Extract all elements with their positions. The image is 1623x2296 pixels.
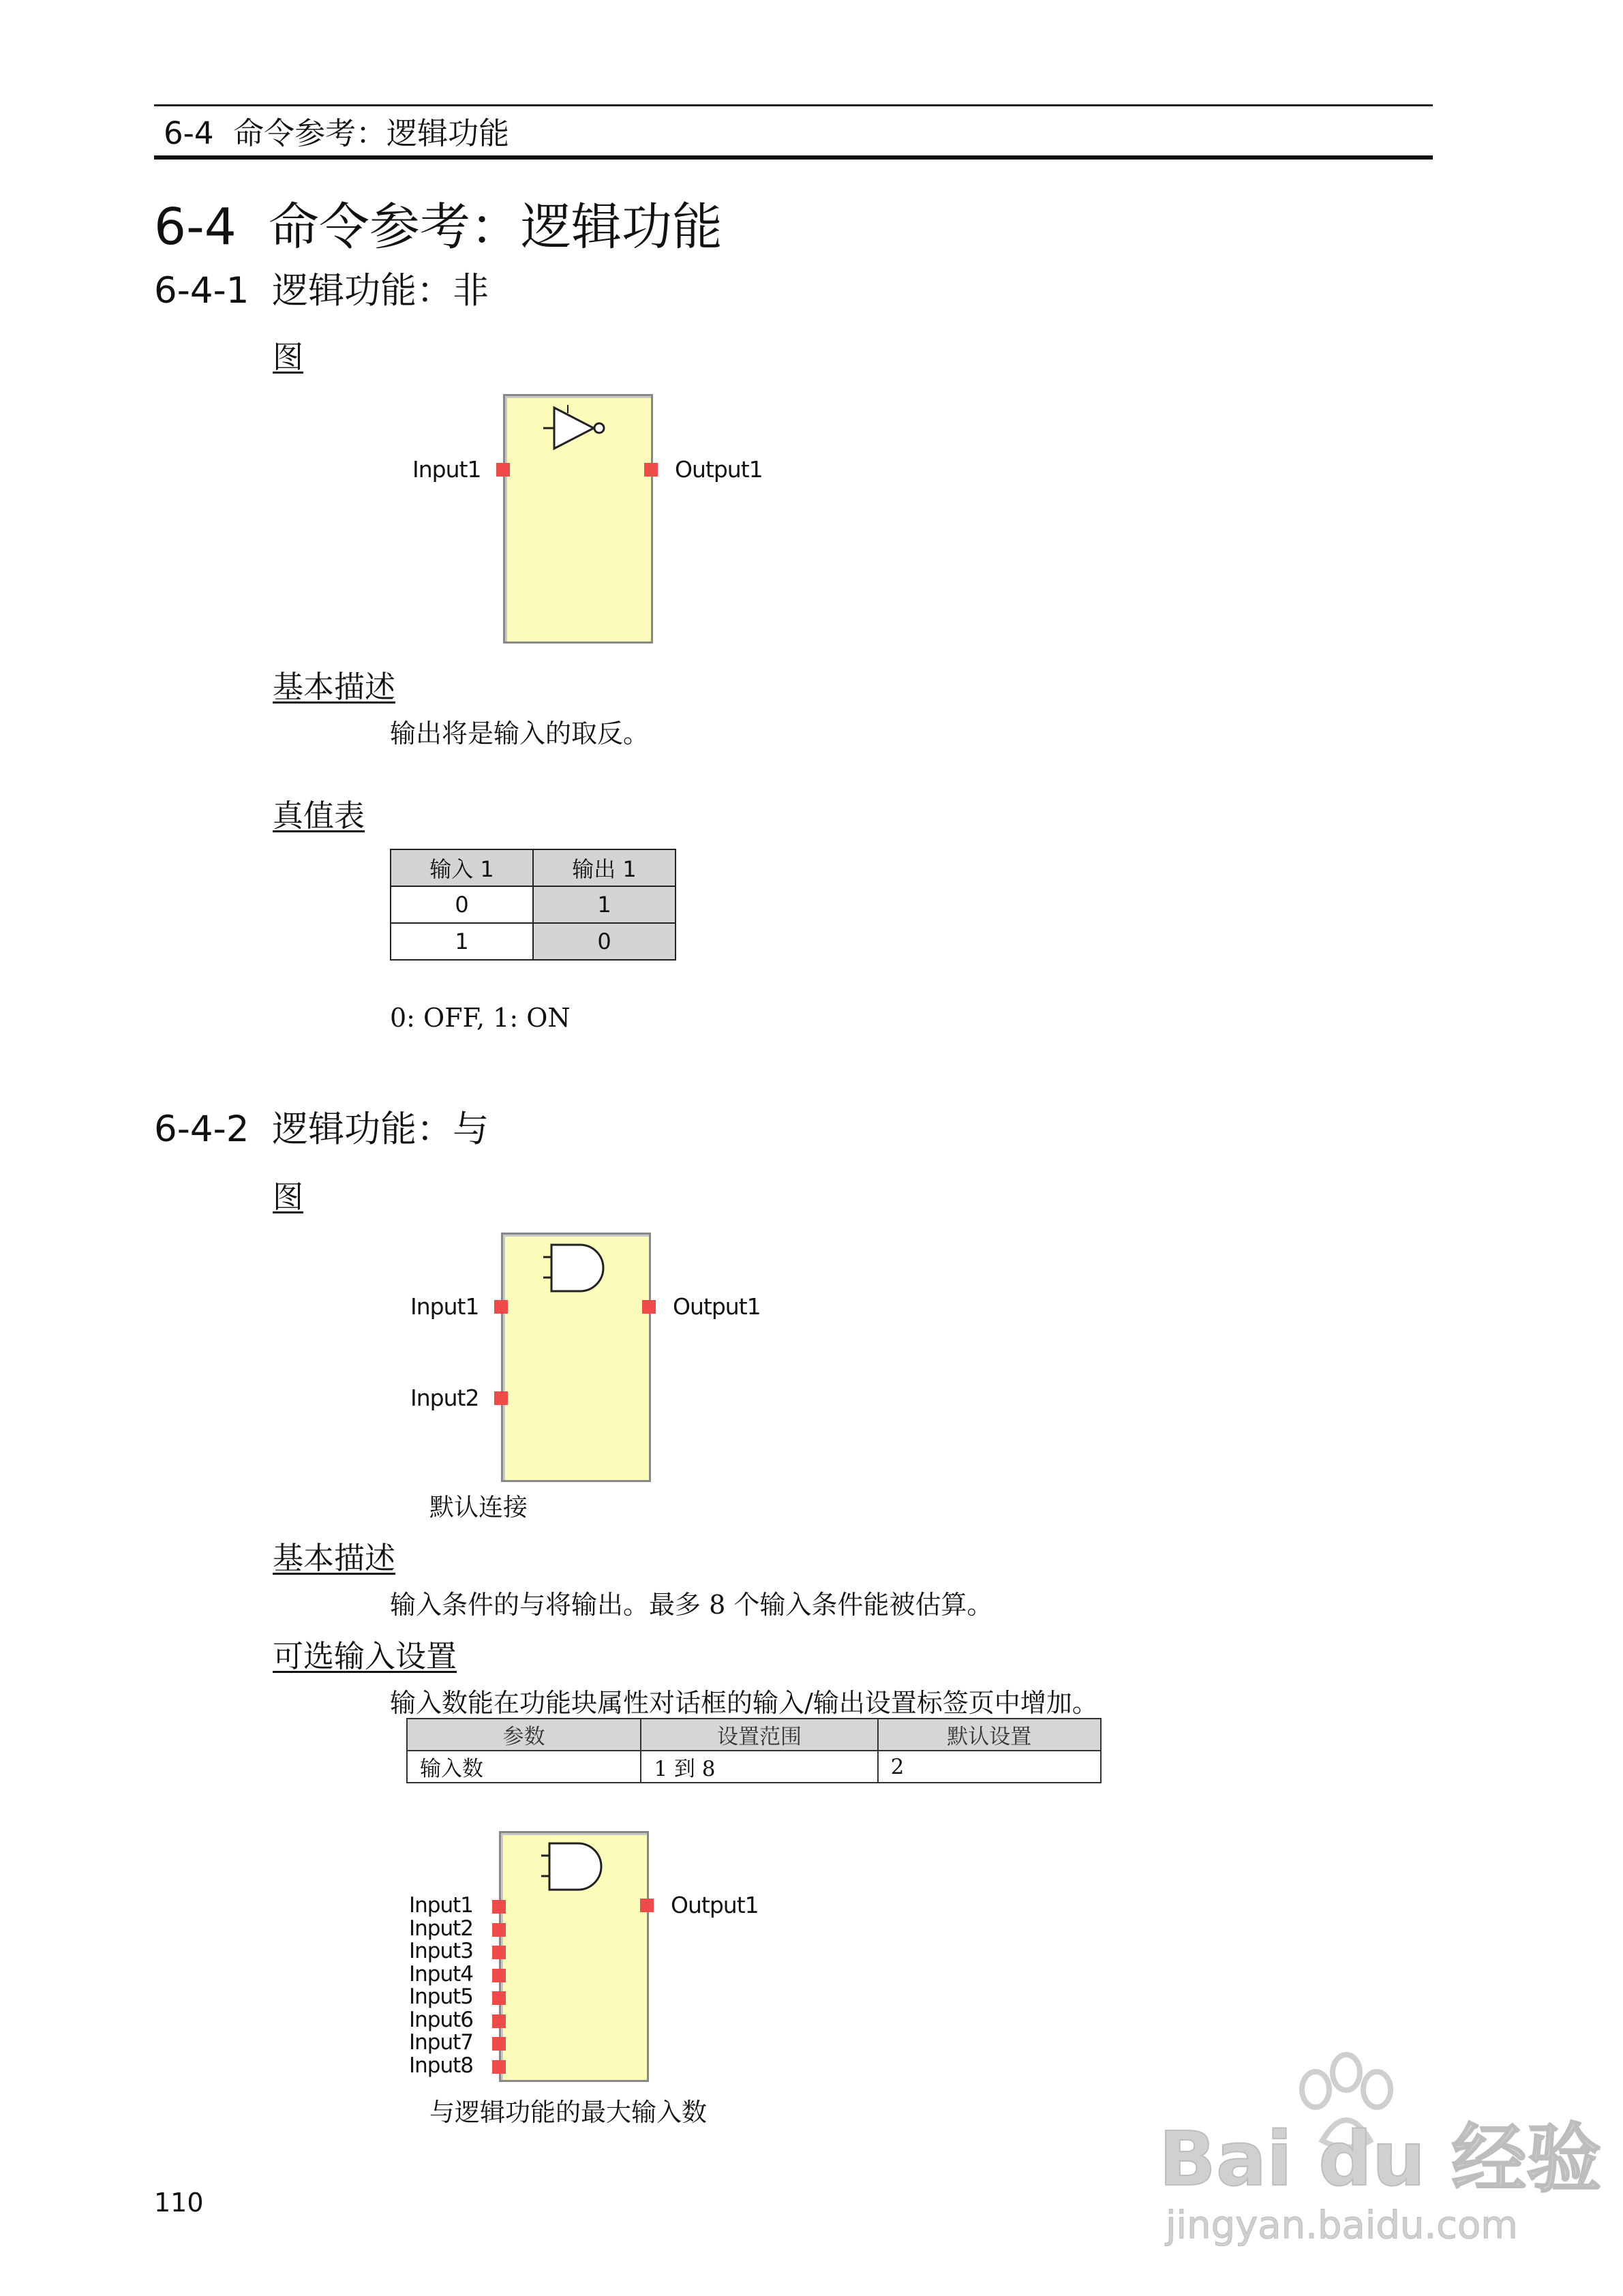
section-title-text: 逻辑功能：与 — [272, 1108, 489, 1150]
input8-label: Input8 — [409, 2053, 473, 2078]
optional-input-text: 输入数能在功能块属性对话框的输入/输出设置标签页中增加。 — [390, 1688, 1098, 1718]
description-text: 输入条件的与将输出。最多 8 个输入条件能被估算。 — [390, 1590, 993, 1620]
input7-pin[interactable] — [492, 2037, 506, 2051]
truth-table — [390, 849, 676, 961]
figure-caption: 与逻辑功能的最大输入数 — [429, 2098, 707, 2127]
input2-label: Input2 — [410, 1385, 479, 1411]
header-title: 命令参考：逻辑功能 — [233, 115, 510, 151]
table-header-row — [391, 849, 676, 886]
header-rule-bottom — [154, 155, 1433, 160]
running-header — [164, 113, 509, 154]
input1-pin[interactable] — [492, 1900, 506, 1914]
figure-heading: 图 — [273, 1179, 304, 1215]
table-cell: 0 — [391, 886, 533, 923]
section-number: 6-4-2 — [154, 1108, 249, 1150]
input5-label: Input5 — [409, 1984, 473, 2009]
column-header: 参数 — [407, 1719, 641, 1751]
output-label: Output1 — [675, 456, 763, 483]
watermark-url: jingyan.baidu.com — [1166, 2203, 1518, 2248]
output-pin[interactable] — [644, 463, 658, 477]
input7-label: Input7 — [409, 2030, 473, 2055]
input-pin[interactable] — [496, 463, 510, 477]
description-heading: 基本描述 — [273, 669, 396, 705]
chapter-number: 6-4 — [154, 198, 237, 256]
input6-label: Input6 — [409, 2008, 473, 2032]
input2-pin[interactable] — [492, 1923, 506, 1937]
watermark-brand: Bai du 经验 — [1159, 2115, 1602, 2203]
figure-heading: 图 — [273, 339, 304, 375]
and-gate-icon — [542, 1242, 610, 1294]
output-pin[interactable] — [640, 1899, 654, 1912]
description-heading: 基本描述 — [273, 1540, 396, 1576]
input3-pin[interactable] — [492, 1946, 506, 1959]
output-pin[interactable] — [642, 1300, 656, 1314]
table-header-row — [407, 1719, 1101, 1751]
truth-legend: 0: OFF, 1: ON — [390, 1003, 571, 1033]
input1-pin[interactable] — [494, 1300, 508, 1314]
table-row — [391, 923, 676, 960]
section-title-not — [154, 267, 489, 315]
input5-pin[interactable] — [492, 1991, 506, 2005]
table-cell: 2 — [878, 1751, 1101, 1783]
table-cell: 0 — [533, 923, 676, 960]
table-cell: 1 到 8 — [641, 1751, 877, 1783]
column-header: 设置范围 — [641, 1719, 877, 1751]
section-title-text: 逻辑功能：非 — [272, 270, 489, 312]
header-section-number: 6-4 — [164, 115, 214, 151]
input2-label: Input2 — [409, 1916, 473, 1941]
description-text: 输出将是输入的取反。 — [390, 719, 650, 749]
optional-input-table — [406, 1718, 1102, 1783]
page-number: 110 — [154, 2188, 204, 2218]
input4-label: Input4 — [409, 1962, 473, 1987]
header-rule-top — [154, 104, 1433, 106]
optional-input-heading: 可选输入设置 — [273, 1638, 457, 1674]
chapter-title-text: 命令参考：逻辑功能 — [268, 198, 723, 256]
input2-pin[interactable] — [494, 1391, 508, 1405]
column-header: 默认设置 — [878, 1719, 1101, 1751]
input3-label: Input3 — [409, 1939, 473, 1963]
output-label: Output1 — [673, 1293, 761, 1320]
column-header: 输出 1 — [533, 849, 676, 886]
input1-label: Input1 — [410, 1293, 479, 1320]
table-cell: 1 — [391, 923, 533, 960]
not-gate-icon — [542, 404, 610, 453]
table-row — [391, 886, 676, 923]
and-gate-icon — [540, 1841, 608, 1892]
section-number: 6-4-1 — [154, 270, 249, 312]
input1-label: Input1 — [409, 1893, 473, 1918]
table-row — [407, 1751, 1101, 1783]
output-label: Output1 — [671, 1892, 759, 1918]
section-title-and — [154, 1106, 489, 1153]
input8-pin[interactable] — [492, 2060, 506, 2074]
truth-table-heading: 真值表 — [273, 798, 365, 834]
input-label: Input1 — [412, 456, 481, 483]
table-cell: 输入数 — [407, 1751, 641, 1783]
baidu-jingyan-watermark — [1159, 2052, 1602, 2256]
chapter-title — [154, 194, 723, 260]
input4-pin[interactable] — [492, 1969, 506, 1982]
table-cell: 1 — [533, 886, 676, 923]
input6-pin[interactable] — [492, 2014, 506, 2028]
figure-caption: 默认连接 — [429, 1494, 528, 1522]
column-header: 输入 1 — [391, 849, 533, 886]
